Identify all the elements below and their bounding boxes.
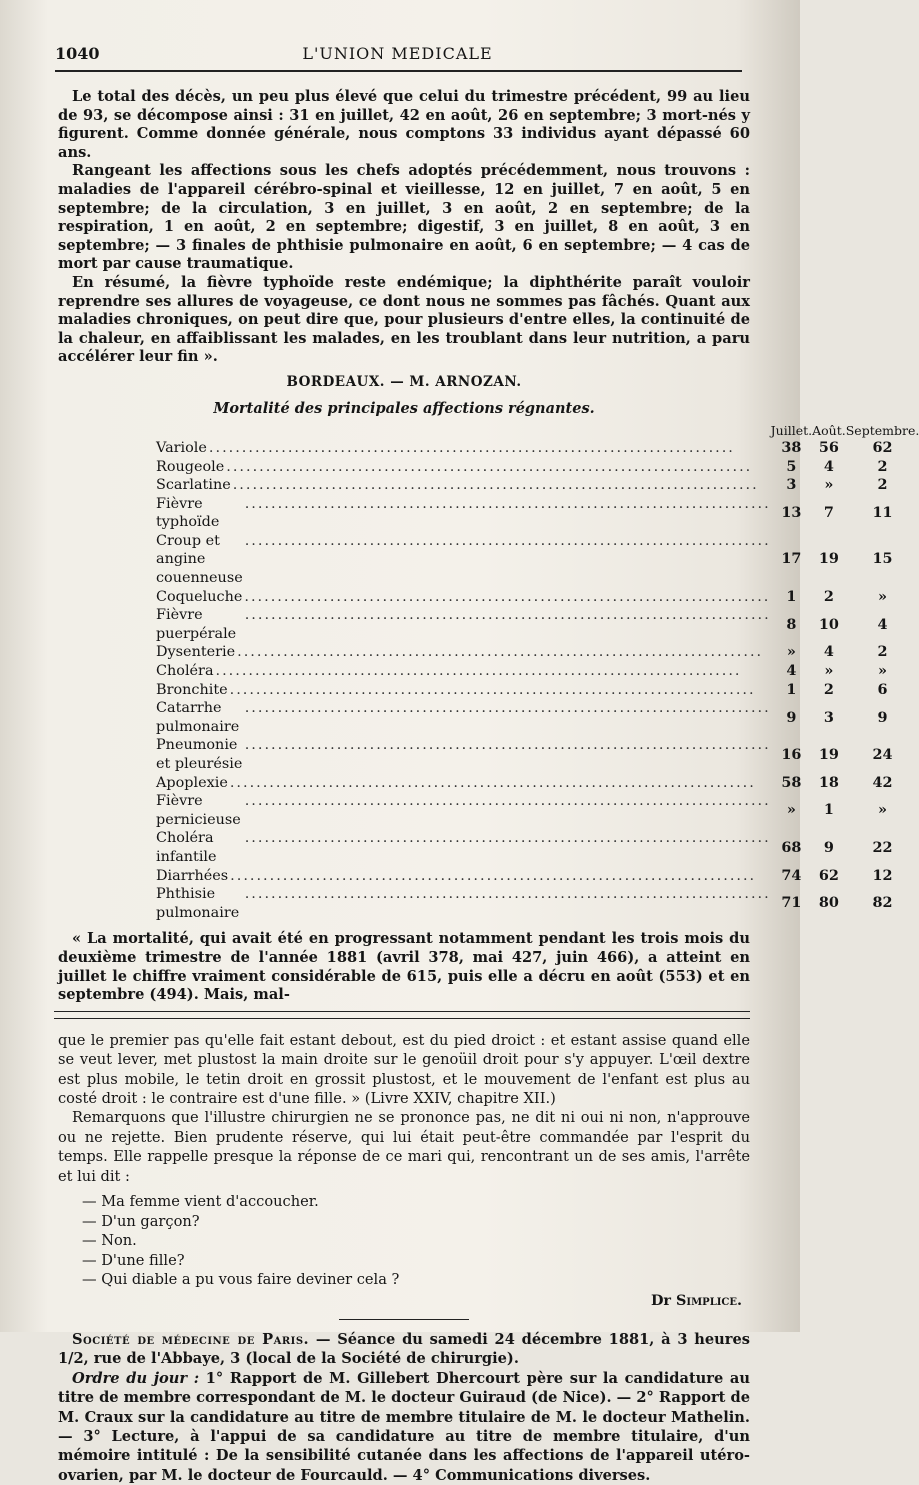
society-name: Société de médecine de Paris. — [72, 1330, 310, 1348]
value-juillet: 17 — [781, 550, 802, 568]
leader-dots — [245, 829, 771, 848]
header-rule — [55, 70, 742, 72]
paragraph-summary: En résumé, la fièvre typhoïde reste endémique; la diphthérite paraît vouloir reprendre ses allures de voyageuse, ce dont nous ne sommes pas fâchés. Quant aux maladies chroniques, on peut dire que, pour plusieurs d'entre elles, la continuité de la chaleur, en affaiblissant les malades, en les troublant dans leur nutrition, a paru accélérer leur fin ». — [58, 273, 750, 366]
value-juillet: 16 — [781, 745, 802, 763]
value-aout: 7 — [823, 503, 834, 521]
value-aout: 2 — [823, 587, 834, 605]
dialogue-line: — D'une fille? — [82, 1251, 185, 1269]
table-row — [156, 681, 919, 700]
leader-dots — [226, 458, 770, 477]
row-label-cell — [156, 774, 771, 793]
order-of-day — [58, 1369, 750, 1485]
table-header-row — [156, 423, 919, 439]
table-row — [156, 867, 919, 886]
row-label-cell — [156, 606, 771, 643]
value-aout: 18 — [818, 773, 839, 791]
order-label: Ordre du jour : — [72, 1369, 200, 1387]
page-body — [58, 88, 919, 1485]
table-row — [156, 588, 919, 607]
signature-prefix: Dr — [650, 1291, 672, 1309]
value-aout: » — [824, 476, 834, 494]
signature-name: Simplice. — [676, 1291, 742, 1309]
value-aout: 2 — [823, 680, 834, 698]
value-aout: 4 — [823, 643, 834, 661]
leader-dots — [245, 606, 771, 625]
running-header — [55, 44, 740, 70]
society-notice — [58, 1330, 750, 1369]
paragraph-classification: Rangeant les affections sous les chefs adoptés précédemment, nous trouvons : maladies de l'appareil cérébro-spinal et vieillesse, 12 en juillet, 7 en août, 5 en septembre; de la circulation, 3 en juillet, 3 en août, 2 en septembre; de la respiration, 1 en août, 2 en septembre; digestif, 3 en juillet, 8 en août, 3 en septembre; — 3 finales de phthisie pulmonaire en août, 6 en septembre; — 4 cas de mort par cause traumatique. — [58, 162, 750, 273]
value-aout: 1 — [823, 801, 834, 819]
row-label-cell — [156, 699, 771, 736]
disease-label: Diarrhées — [156, 867, 229, 884]
value-aout: 62 — [818, 866, 839, 884]
value-septembre: 42 — [872, 773, 893, 791]
value-juillet: 38 — [781, 438, 802, 456]
value-juillet: 1 — [786, 587, 797, 605]
value-septembre: 6 — [877, 680, 888, 698]
row-label-cell — [156, 662, 771, 681]
dialogue — [82, 1192, 750, 1290]
row-label-cell — [156, 792, 771, 829]
header-juillet: Juillet. — [770, 422, 813, 438]
dialogue-line: — Qui diable a pu vous faire deviner cela ? — [82, 1271, 400, 1289]
disease-label: Coqueluche — [156, 588, 243, 605]
value-juillet: 9 — [786, 708, 797, 726]
leader-dots — [233, 476, 771, 495]
row-label-cell — [156, 736, 771, 773]
leader-dots — [245, 885, 771, 904]
value-juillet: 68 — [781, 838, 802, 856]
disease-label: Croup et angine couenneuse — [156, 532, 243, 587]
value-septembre: 11 — [872, 503, 893, 521]
value-septembre: 15 — [872, 550, 893, 568]
row-label-cell — [156, 681, 771, 700]
value-septembre: 2 — [877, 476, 888, 494]
page-number: 1040 — [55, 44, 100, 63]
disease-label: Catarrhe pulmonaire — [156, 700, 240, 735]
row-label-cell — [156, 476, 771, 495]
disease-label: Fièvre typhoïde — [156, 495, 220, 531]
value-septembre: 22 — [872, 838, 893, 856]
leader-dots — [230, 774, 771, 793]
mortality-table — [156, 423, 919, 922]
table-row — [156, 643, 919, 662]
society-session: — Séance du samedi 24 décembre 1881, à 3 heures 1/2, rue de l'Abbaye, 3 (local de la Société de chirurgie). — [58, 1330, 750, 1368]
value-aout: 56 — [818, 438, 839, 456]
row-label-cell — [156, 439, 771, 458]
table-row — [156, 458, 919, 477]
leader-dots — [244, 588, 770, 607]
disease-label: Fièvre pernicieuse — [156, 793, 241, 828]
paragraph-deaths-total: Le total des décès, un peu plus élevé que celui du trimestre précédent, 99 au lieu de 93, se décompose ainsi : 31 en juillet, 42 en août, 26 en septembre; 3 mort-nés y figurent. Comme donnée générale, nous comptons 33 individus ayant dépassé 60 ans. — [58, 88, 750, 161]
table-row — [156, 532, 919, 588]
header-blank — [156, 423, 771, 439]
value-aout: 80 — [818, 894, 839, 912]
dialogue-line: — Ma femme vient d'accoucher. — [82, 1192, 319, 1210]
leader-dots — [245, 532, 771, 551]
row-label-cell — [156, 588, 771, 607]
row-label-cell — [156, 643, 771, 662]
value-juillet: 74 — [781, 866, 802, 884]
table-row — [156, 699, 919, 736]
table-row — [156, 774, 919, 793]
table-row — [156, 792, 919, 829]
value-juillet: » — [786, 801, 796, 819]
disease-label: Scarlatine — [156, 477, 231, 494]
signature — [58, 1292, 742, 1309]
value-septembre: » — [878, 801, 888, 819]
table-row — [156, 439, 919, 458]
paragraph-after-table: « La mortalité, qui avait été en progressant notamment pendant les trois mois du deuxième trimestre de l'année 1881 (avril 378, mai 427, juin 466), a atteint en juillet le chiffre vraiment considérable de 615, puis elle a décru en août (553) et en septembre (494). Mais, mal- — [58, 930, 750, 1004]
disease-label: Apoplexie — [156, 774, 228, 791]
value-juillet: 8 — [786, 615, 797, 633]
leader-dots — [237, 643, 771, 662]
order-text: 1° Rapport de M. Gillebert Dhercourt père sur la candidature au titre de membre correspondant de M. le docteur Guiraud (de Nice). — 2° Rapport de M. Craux sur la candidature au titre de membre titulaire de M. le docteur Mathelin. — 3° Lecture, à l'appui de sa candidature au titre de membre titulaire, d'un mémoire intitulé : De la sensibilité cutanée dans les affections de l'appareil utéro-ovarien, par M. le docteur de Fourcauld. — 4° Communications diverses. — [58, 1369, 750, 1484]
table-row — [156, 829, 919, 866]
leader-dots — [230, 681, 771, 700]
leader-dots — [245, 736, 771, 755]
row-label-cell — [156, 829, 771, 866]
table-row — [156, 476, 919, 495]
value-aout: 3 — [823, 708, 834, 726]
value-juillet: 1 — [786, 680, 797, 698]
leader-dots — [245, 792, 771, 811]
value-juillet: 5 — [786, 457, 797, 475]
value-juillet: 71 — [781, 894, 802, 912]
value-septembre: » — [878, 587, 888, 605]
table-row — [156, 495, 919, 532]
value-aout: » — [824, 662, 834, 680]
leader-dots — [216, 662, 771, 681]
header-aout: Août. — [812, 422, 846, 438]
value-septembre: 2 — [877, 643, 888, 661]
disease-label: Phthisie pulmonaire — [156, 886, 240, 921]
value-aout: 19 — [818, 550, 839, 568]
value-juillet: 3 — [786, 476, 797, 494]
value-septembre: 9 — [877, 708, 888, 726]
dialogue-line: — D'un garçon? — [82, 1212, 200, 1230]
value-aout: 4 — [823, 457, 834, 475]
table-row — [156, 736, 919, 773]
table-body — [156, 439, 919, 922]
feuilleton-paragraph-2: Remarquons que l'illustre chirurgien ne se prononce pas, ne dit ni oui ni non, n'approuve ou ne rejette. Bien prudente réserve, qui lui était peut-être commandée par l'esprit du temps. Elle rappelle presque la réponse de ce mari qui, rencontrant un de ses amis, l'arrête et lui dit : — [58, 1109, 750, 1185]
value-juillet: 4 — [786, 662, 797, 680]
disease-label: Choléra infantile — [156, 830, 217, 865]
leader-dots — [245, 699, 771, 718]
disease-label: Choléra — [156, 663, 214, 680]
feuilleton — [58, 1031, 750, 1309]
short-rule — [339, 1319, 469, 1320]
value-juillet: 13 — [781, 503, 802, 521]
value-aout: 9 — [823, 838, 834, 856]
journal-title: L'UNION MEDICALE — [302, 44, 493, 63]
value-septembre: 24 — [872, 745, 893, 763]
value-septembre: 4 — [877, 615, 888, 633]
value-aout: 19 — [818, 745, 839, 763]
disease-label: Dysenterie — [156, 644, 236, 661]
feuilleton-separator — [54, 1011, 750, 1019]
disease-label: Variole — [156, 439, 207, 456]
disease-label: Rougeole — [156, 458, 225, 475]
row-label-cell — [156, 532, 771, 588]
table-row — [156, 606, 919, 643]
feuilleton-paragraph-1: que le premier pas qu'elle fait estant debout, est du pied droict : et estant assise quand elle se veut lever, met plustost la main droite sur le genoüil droit pour s'y appuyer. L'œil dextre est plus mobile, le tetin droit en grossit plustost, et le mouvement de l'enfant est plus au costé droit : le contraire est d'une fille. » (Livre XXIV, chapitre XII.) — [58, 1031, 750, 1107]
value-septembre: » — [878, 662, 888, 680]
table-caption: Mortalité des principales affections régnantes. — [213, 399, 595, 417]
row-label-cell — [156, 867, 771, 886]
header-septembre: Septembre. — [845, 422, 919, 438]
value-septembre: 2 — [877, 457, 888, 475]
leader-dots — [230, 867, 771, 886]
disease-label: Bronchite — [156, 681, 228, 698]
table-row — [156, 885, 919, 922]
value-juillet: » — [786, 643, 796, 661]
leader-dots — [209, 439, 771, 458]
value-juillet: 58 — [781, 773, 802, 791]
value-septembre: 62 — [872, 438, 893, 456]
row-label-cell — [156, 885, 771, 922]
table-row — [156, 662, 919, 681]
row-label-cell — [156, 495, 771, 532]
disease-label: Pneumonie et pleurésie — [156, 737, 243, 772]
value-aout: 10 — [818, 615, 839, 633]
value-septembre: 82 — [872, 894, 893, 912]
section-heading: BORDEAUX. — M. ARNOZAN. — [286, 373, 522, 390]
row-label-cell — [156, 458, 771, 477]
dialogue-line: — Non. — [82, 1232, 137, 1250]
leader-dots — [245, 495, 771, 514]
disease-label: Fièvre puerpérale — [156, 607, 237, 642]
value-septembre: 12 — [872, 866, 893, 884]
